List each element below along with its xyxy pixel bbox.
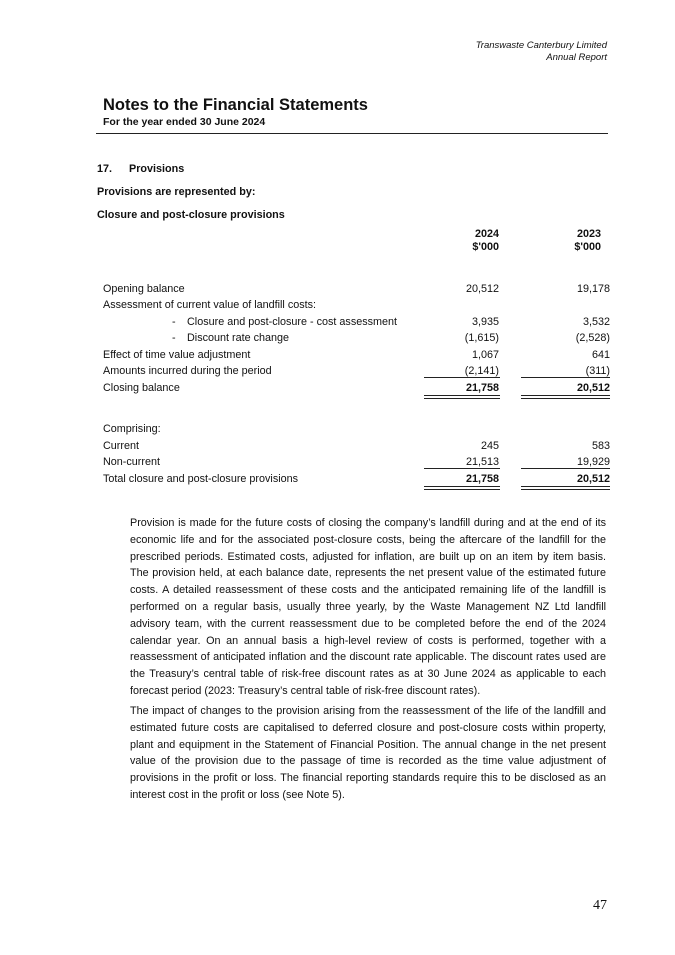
value-2023: (2,528) (575, 332, 610, 344)
section-subheading: Closure and post-closure provisions (97, 209, 285, 221)
value-2023: 19,178 (576, 283, 610, 295)
table-row-total (0, 382, 675, 398)
page-number: 47 (593, 898, 607, 913)
row-label: Non-current (103, 456, 161, 468)
row-label: Opening balance (103, 283, 185, 295)
total-double-underline (521, 486, 610, 490)
section-number: 17. (97, 163, 113, 175)
value-2024: (1,615) (464, 332, 499, 344)
body-paragraph: The impact of changes to the provision arising from the reassessment of the life of the landfill and estimated future costs are capitalised to deferred closure and post-closure costs within property, plant and equipment in the Statement of Financial Position. The annual change in the net present value of the provision due to the passage of time is recorded as the time value adjustment of provisions in the profit or loss. The financial reporting standards require this to be disclosed as an interest cost in the profit or loss (see Note 5). (130, 705, 606, 801)
table-row (0, 423, 675, 439)
column-year: 2023 (576, 228, 601, 240)
value-2024: 21,758 (465, 473, 499, 485)
row-label: Assessment of current value of landfill costs: (103, 299, 317, 311)
value-2024: (2,141) (464, 365, 499, 377)
table-row (0, 365, 675, 381)
row-label: Closure and post-closure - cost assessment (187, 316, 398, 328)
row-dash: - (172, 316, 176, 328)
value-2023: 20,512 (576, 382, 610, 394)
column-year: 2024 (474, 228, 499, 240)
value-2024: 3,935 (471, 316, 499, 328)
total-double-underline (424, 486, 500, 490)
column-unit: $'000 (472, 241, 499, 253)
report-header (476, 40, 607, 64)
subtotal-underline (424, 377, 500, 378)
table-row (0, 332, 675, 348)
table-row (0, 456, 675, 472)
report-name: Annual Report (546, 52, 607, 63)
table-row (0, 283, 675, 299)
value-2023: 3,532 (582, 316, 610, 328)
row-label: Closing balance (103, 382, 180, 394)
table-row-total (0, 473, 675, 489)
value-2024: 245 (480, 440, 499, 452)
body-paragraph: Provision is made for the future costs of closing the company’s landfill during and at the end of its economic life and for the associated post-closure costs, being the aftercare of the landfill for the prescribed periods. Estimated costs, adjusted for inflation, are built up on an item by item basis. The provision held, at each balance date, represents the net present value of the estimated future costs. A detailed reassessment of these costs and the anticipated remaining life of the landfill is performed on a regular basis, usually three yearly, by the Waste Management NZ Ltd landfill advisory team, with the current reassessment due to be completed before the end of the 2024 calendar year. On an annual basis a high-level review of costs is performed, together with a reassessment of anticipated inflation and the discount rate applicable. The discount rates used are the Treasury’s central table of risk-free discount rates as at 30 June 2024 as applicable to each forecast period (2023: Treasury’s central table of risk-free discount rates). (130, 517, 606, 697)
value-2024: 20,512 (465, 283, 499, 295)
column-unit: $'000 (574, 241, 601, 253)
row-label: Amounts incurred during the period (103, 365, 272, 377)
column-header-2024 (472, 228, 499, 254)
header-divider (96, 133, 608, 134)
subtotal-underline (424, 468, 500, 469)
table-row (0, 440, 675, 456)
page-subtitle: For the year ended 30 June 2024 (103, 116, 266, 128)
table-row (0, 316, 675, 332)
subtotal-underline (521, 468, 610, 469)
section-title: Provisions (129, 163, 185, 175)
row-label: Effect of time value adjustment (103, 349, 251, 361)
row-label: Comprising: (103, 423, 161, 435)
total-double-underline (424, 395, 500, 399)
value-2023: 20,512 (576, 473, 610, 485)
row-label: Discount rate change (187, 332, 290, 344)
value-2023: 641 (591, 349, 610, 361)
value-2023: (311) (585, 365, 610, 377)
row-label: Current (103, 440, 140, 452)
row-dash: - (172, 332, 176, 344)
row-label: Total closure and post-closure provisions (103, 473, 299, 485)
table-row (0, 349, 675, 365)
company-name: Transwaste Canterbury Limited (475, 40, 607, 51)
section-intro: Provisions are represented by: (97, 186, 256, 198)
value-2024: 1,067 (471, 349, 499, 361)
total-double-underline (521, 395, 610, 399)
page-title: Notes to the Financial Statements (103, 96, 368, 114)
table-row (0, 299, 675, 315)
value-2024: 21,513 (465, 456, 499, 468)
subtotal-underline (521, 377, 610, 378)
value-2023: 583 (591, 440, 610, 452)
value-2024: 21,758 (465, 382, 499, 394)
column-header-2023 (574, 228, 601, 254)
value-2023: 19,929 (576, 456, 610, 468)
